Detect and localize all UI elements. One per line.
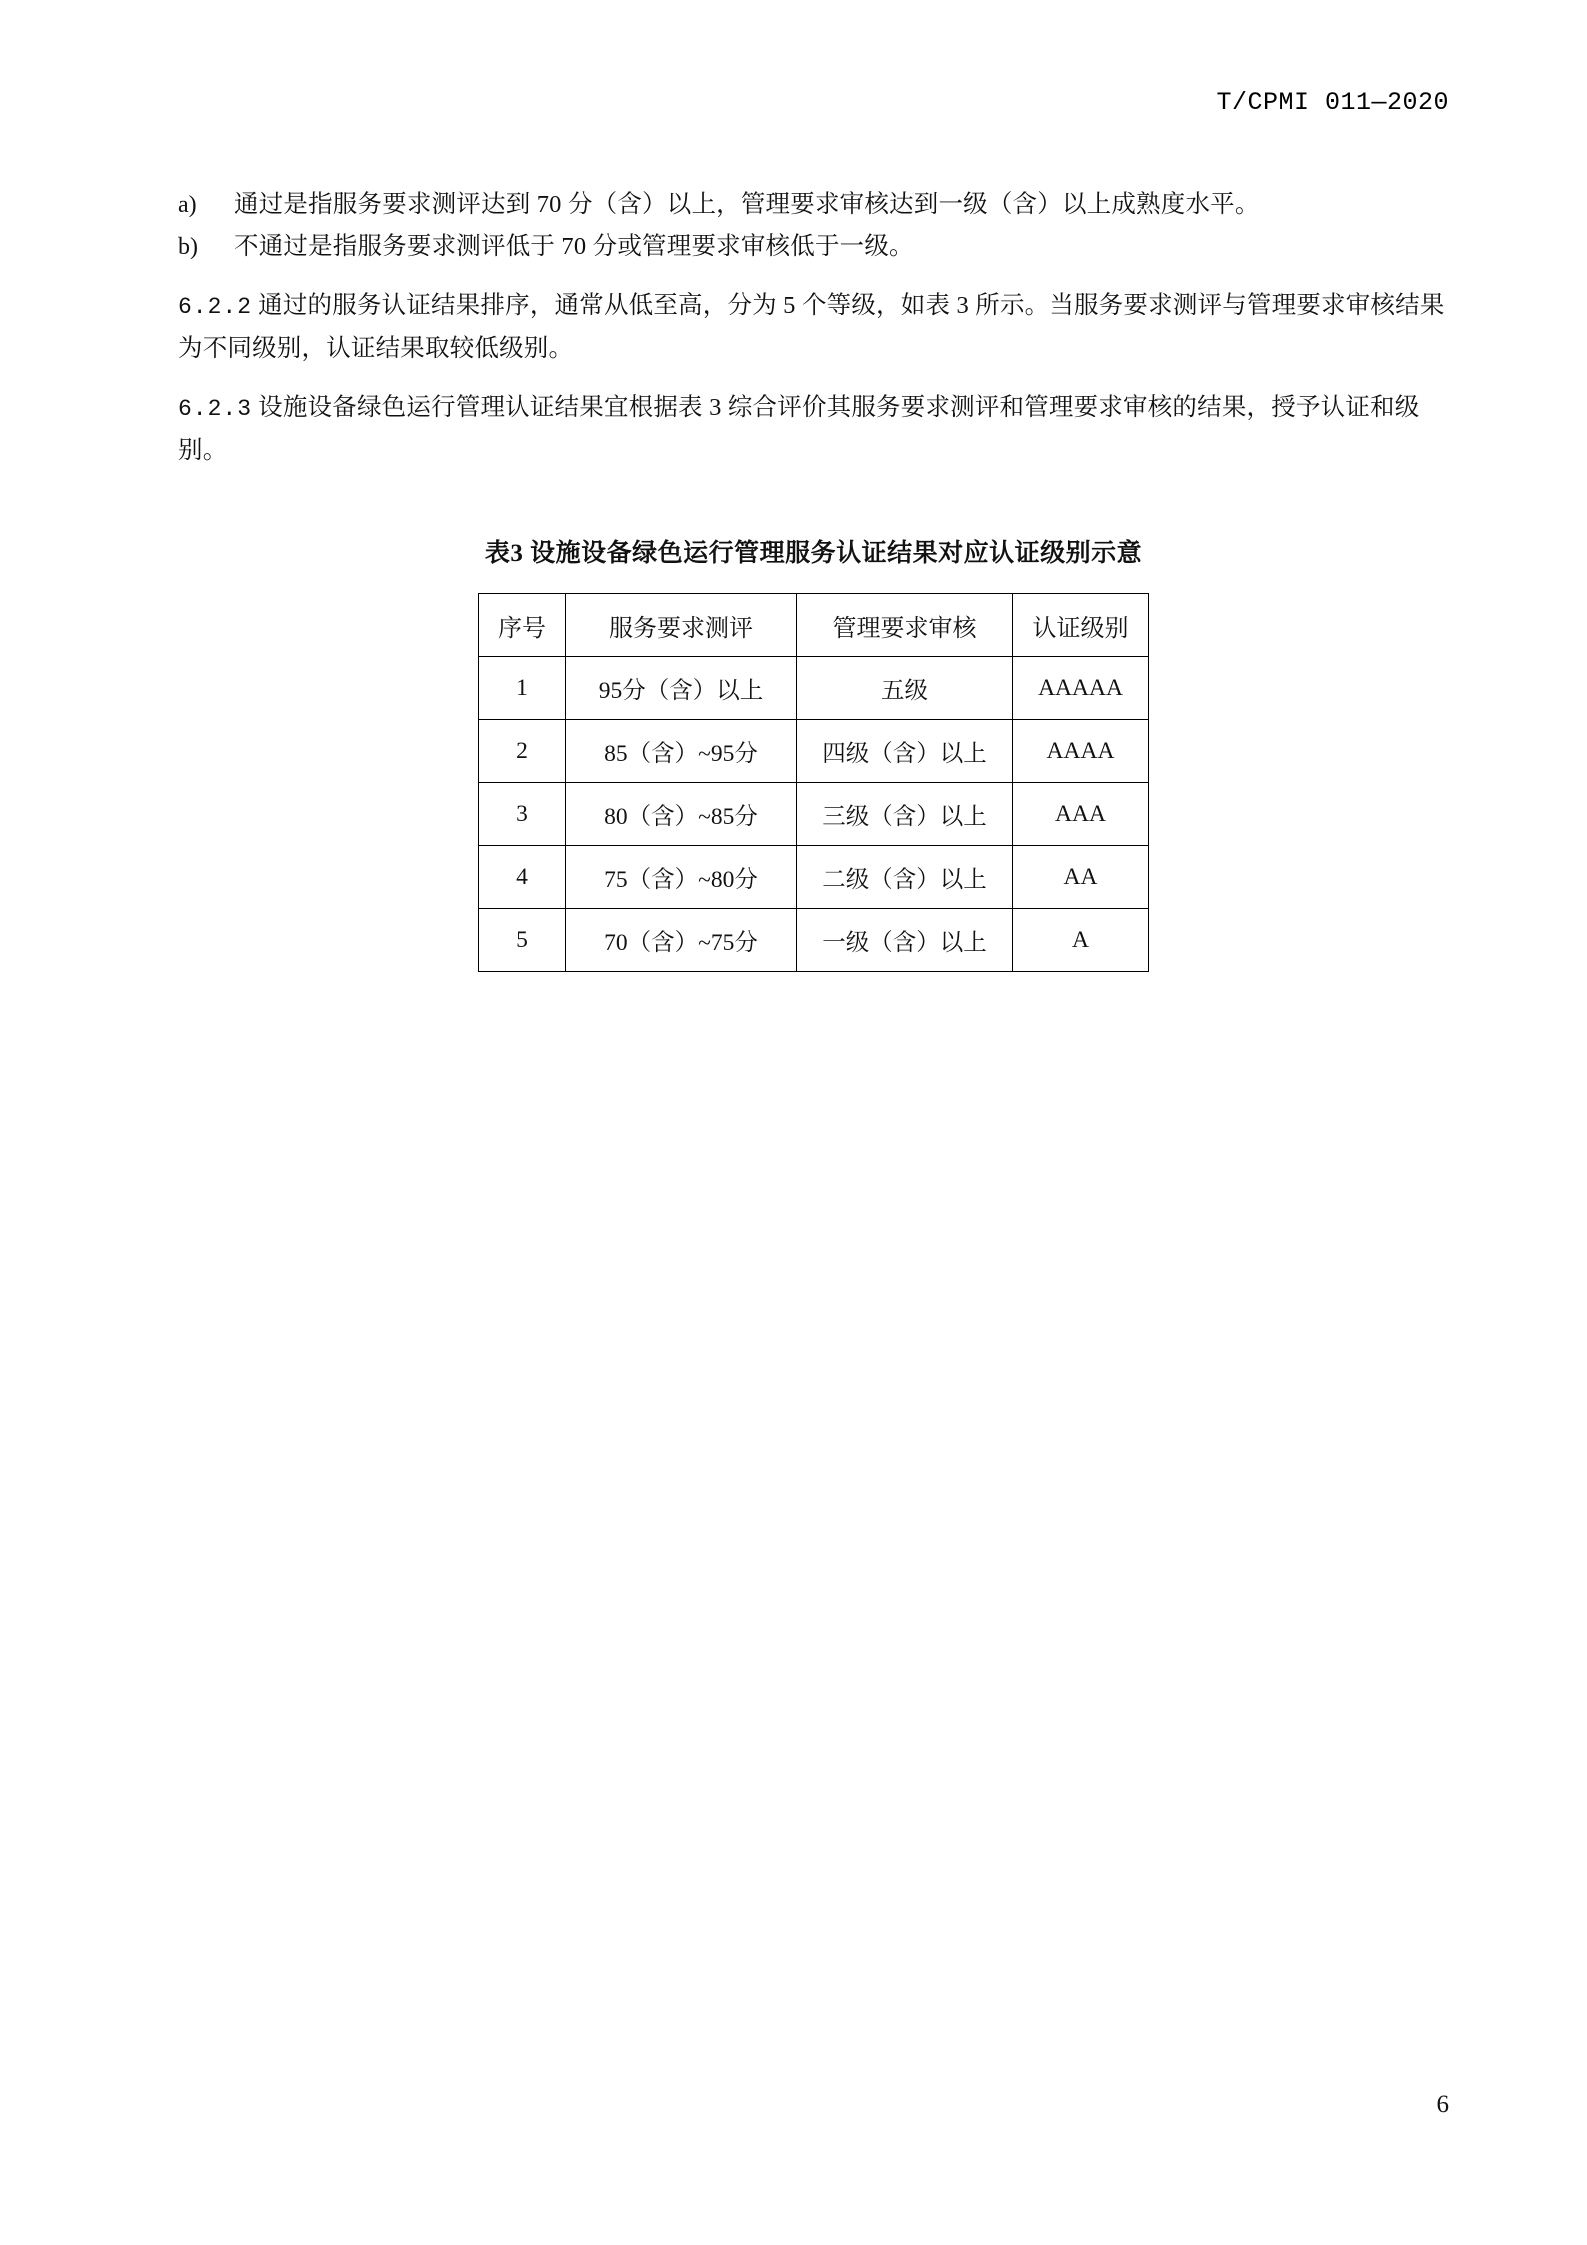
table-row <box>479 720 1149 783</box>
table-cell-management: 二级（含）以上 <box>797 846 1013 909</box>
list-item <box>178 185 1449 225</box>
clause-number: 6.2.2 <box>178 294 253 320</box>
list-item-text: 不通过是指服务要求测评低于 70 分或管理要求审核低于一级。 <box>234 233 914 260</box>
table-row <box>479 846 1149 909</box>
table-cell-level: AA <box>1013 846 1149 909</box>
table-cell-no: 5 <box>479 909 566 972</box>
certification-level-table <box>478 593 1149 972</box>
clause-number: 6.2.3 <box>178 396 253 422</box>
table-cell-service: 95分（含）以上 <box>566 657 797 720</box>
table-header-row <box>479 594 1149 657</box>
table-row <box>479 783 1149 846</box>
table-header-cell: 管理要求审核 <box>797 594 1013 657</box>
table-cell-level: A <box>1013 909 1149 972</box>
table-header-cell: 序号 <box>479 594 566 657</box>
page-content <box>178 185 1449 972</box>
table-row <box>479 657 1149 720</box>
table-cell-no: 4 <box>479 846 566 909</box>
table-header-cell: 认证级别 <box>1013 594 1149 657</box>
table-cell-management: 四级（含）以上 <box>797 720 1013 783</box>
page-number: 6 <box>1436 2091 1449 2118</box>
table-cell-management: 一级（含）以上 <box>797 909 1013 972</box>
clause-6-2-2 <box>178 285 1449 369</box>
table-cell-level: AAAA <box>1013 720 1149 783</box>
list-item-marker: b) <box>178 234 198 260</box>
table-cell-management: 三级（含）以上 <box>797 783 1013 846</box>
table-cell-management: 五级 <box>797 657 1013 720</box>
clause-6-2-3 <box>178 387 1449 471</box>
table-container <box>178 593 1449 972</box>
table-row <box>479 909 1149 972</box>
page-header-standard-code: T/CPMI 011—2020 <box>1216 88 1449 117</box>
table-header-cell: 服务要求测评 <box>566 594 797 657</box>
table-cell-no: 1 <box>479 657 566 720</box>
table-cell-service: 75（含）~80分 <box>566 846 797 909</box>
list-item-text: 通过是指服务要求测评达到 70 分（含）以上，管理要求审核达到一级（含）以上成熟度水平。 <box>234 191 1260 218</box>
table-caption: 表3 设施设备绿色运行管理服务认证结果对应认证级别示意 <box>484 540 1143 567</box>
table-cell-service: 85（含）~95分 <box>566 720 797 783</box>
table-cell-no: 3 <box>479 783 566 846</box>
table-cell-level: AAA <box>1013 783 1149 846</box>
table-cell-level: AAAAA <box>1013 657 1149 720</box>
table-cell-service: 80（含）~85分 <box>566 783 797 846</box>
table-cell-service: 70（含）~75分 <box>566 909 797 972</box>
list-item-marker: a) <box>178 192 197 218</box>
table-cell-no: 2 <box>479 720 566 783</box>
list-item <box>178 227 1449 267</box>
clause-text: 通过的服务认证结果排序，通常从低至高，分为 5 个等级，如表 3 所示。当服务要求测评与管理要求审核结果为不同级别，认证结果取较低级别。 <box>178 292 1445 362</box>
clause-text: 设施设备绿色运行管理认证结果宜根据表 3 综合评价其服务要求测评和管理要求审核的结果，授予认证和级别。 <box>178 394 1420 464</box>
